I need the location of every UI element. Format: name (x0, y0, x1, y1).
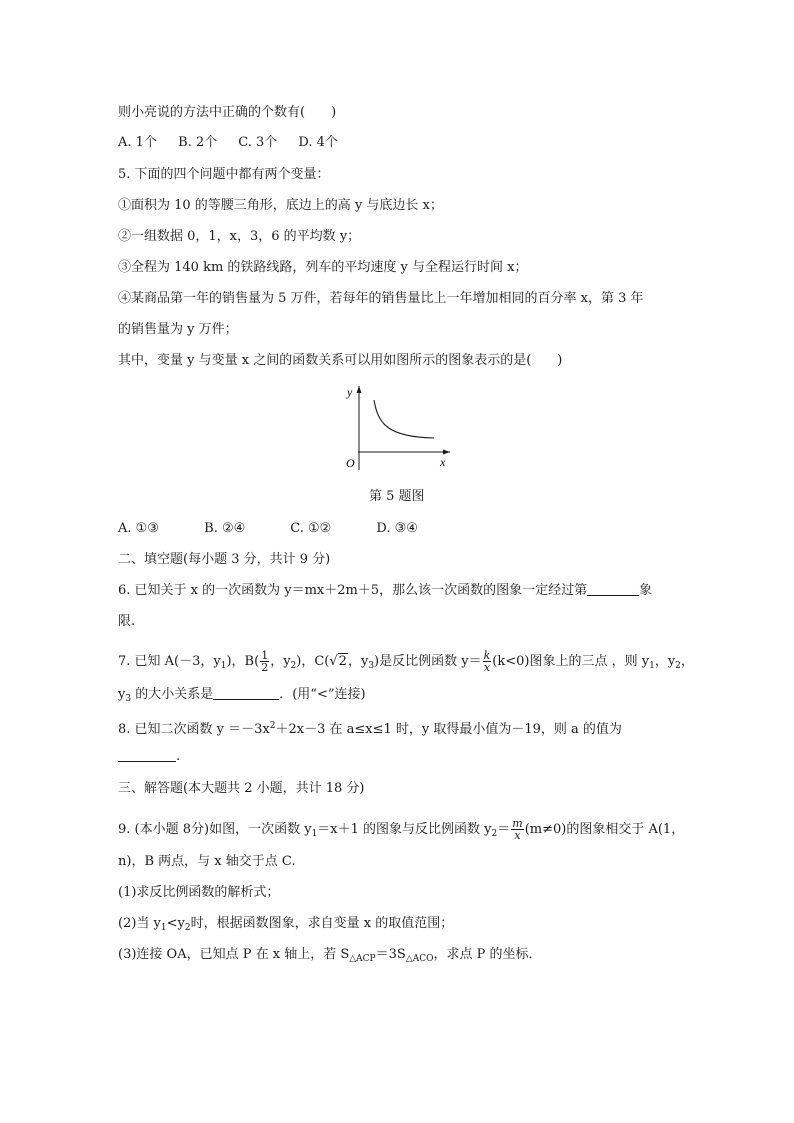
q7-answer-blank[interactable] (213, 687, 279, 700)
fraction-numerator: k (483, 649, 491, 662)
q7-text: 7. 已知 A(－3，y (118, 654, 221, 669)
q7-line-2 (118, 686, 366, 708)
q5-option-c: C. ①② (290, 521, 332, 536)
q7-text: )，B( (226, 654, 260, 669)
y-axis-label: y (347, 385, 353, 399)
fraction-denominator: 2 (261, 661, 269, 674)
q9-subquestion-2 (118, 915, 453, 937)
q7-text: ，y (270, 654, 291, 669)
fraction-numerator: 1 (261, 649, 269, 662)
q5-option-b: B. ②④ (204, 521, 246, 536)
q9-text: ＝3S (375, 947, 406, 962)
section-2-title: 二、填空题(每小题 3 分，共计 9 分) (118, 552, 331, 567)
q7-subscript: 1 (649, 661, 655, 671)
q9-text: 9. (本小题 8分)如图，一次函数 y (118, 822, 312, 837)
q9-line-2: n)，B 两点，与 x 轴交于点 C. (118, 854, 296, 869)
q7-text: )，C( (296, 654, 330, 669)
q9-text: (3)连接 OA，已知点 P 在 x 轴上，若 S (118, 947, 350, 962)
q6-text: 6. 已知关于 x 的一次函数为 y＝mx＋2m＋5，那么该一次函数的图象一定经过第 (118, 583, 588, 598)
q8-text: 8. 已知二次函数 y ＝－3x (118, 722, 270, 737)
q7-subscript: 3 (368, 661, 375, 671)
q8-line-1 (118, 717, 622, 739)
q9-subquestion-1: (1)求反比例函数的解析式； (118, 885, 280, 900)
q5-question: 其中，变量 y 与变量 x 之间的函数关系可以用如图所示的图象表示的是( ) (118, 353, 563, 368)
q9-subscript: 2 (491, 829, 498, 839)
sqrt-argument: 2 (338, 654, 347, 669)
q7-text: y (118, 687, 126, 702)
q4-option-b: B. 2个 (178, 135, 218, 150)
x-axis-arrow (443, 450, 450, 455)
q5-item-4-line2: 的销售量为 y 万件； (118, 322, 238, 337)
q5-option-d: D. ③④ (376, 521, 418, 536)
q7-text: 的大小关系是 (131, 687, 214, 702)
q8-text: . (176, 749, 181, 764)
q8-line-2 (118, 748, 180, 766)
q7-text: ， (680, 654, 694, 669)
q9-subscript: 1 (160, 923, 167, 933)
q7-text: ，y (654, 654, 676, 669)
q5-figure-caption: 第 5 题图 (369, 489, 425, 504)
q4-stem: 则小亮说的方法中正确的个数有( ) (118, 105, 337, 120)
q8-text: ＋2x－3 在 a≤x≤1 时，y 取得最小值为－19，则 a 的值为 (275, 722, 622, 737)
q6-answer-blank[interactable] (587, 583, 639, 596)
q6-text-end: 象 (639, 583, 653, 598)
fraction-denominator: x (514, 829, 521, 842)
q6-line-2: 限. (118, 614, 136, 629)
decreasing-curve (374, 400, 434, 438)
fraction-denominator: x (483, 661, 491, 674)
q9-fraction-m-over-x (511, 818, 523, 841)
q9-text: (2)当 y (118, 916, 161, 931)
q9-text: ＝ (497, 822, 511, 837)
q5-option-a: A. ①③ (118, 521, 159, 536)
q4-options (118, 134, 338, 152)
q5-item-3: ③全程为 140 km 的铁路线路，列车的平均速度 y 与全程运行时间 x； (118, 260, 528, 275)
q7-text: )是反比例函数 y＝ (374, 654, 482, 669)
q9-subscript: △ACP (349, 954, 376, 964)
origin-label: O (346, 456, 355, 470)
q9-subscript: △ACO (405, 954, 434, 964)
q9-text: 时，根据函数图象，求自变量 x 的取值范围； (190, 916, 454, 931)
q4-option-d: D. 4个 (298, 135, 338, 150)
q7-subscript: 1 (220, 661, 227, 671)
q7-text: ，y (347, 654, 369, 669)
q7-text: (k<0)图象上的三点 ，则 y (492, 654, 650, 669)
y-axis-arrow (357, 386, 362, 393)
fraction-numerator: m (512, 817, 523, 830)
q7-fraction-half (260, 650, 269, 673)
q6-line-1 (118, 582, 652, 600)
q4-option-c: C. 3个 (238, 135, 278, 150)
q7-fraction-k-over-x (483, 650, 492, 673)
section-3-title: 三、解答题(本大题共 2 小题，共计 18 分) (118, 781, 365, 796)
q5-item-2: ②一组数据 0，1，x，3，6 的平均数 y； (118, 229, 361, 244)
q7-subscript: 3 (125, 694, 132, 704)
q9-text: ＝x＋1 的图象与反比例函数 y (317, 822, 492, 837)
q5-item-4-line1: ④某商品第一年的销售量为 5 万件，若每年的销售量比上一年增加相同的百分率 x，第 3 年 (118, 291, 644, 306)
q7-subscript: 2 (675, 661, 681, 671)
q9-subscript: 2 (184, 923, 191, 933)
q9-subscript: 1 (311, 829, 318, 839)
q4-option-a: A. 1个 (118, 135, 157, 150)
q9-line-1 (118, 818, 684, 843)
q9-text: ，求点 P 的坐标． (433, 947, 542, 962)
q7-subscript: 2 (290, 661, 297, 671)
x-axis-label: x (440, 455, 446, 469)
q8-superscript: 2 (269, 721, 276, 731)
q9-subquestion-3 (118, 946, 542, 968)
q9-text: (m≠0)的图象相交于 A(1， (524, 822, 685, 837)
sqrt-symbol: √ (329, 654, 338, 669)
q5-stem: 5. 下面的四个问题中都有两个变量： (118, 167, 330, 182)
q5-item-1: ①面积为 10 的等腰三角形，底边上的高 y 与底边长 x； (118, 198, 443, 213)
q7-line-1 (118, 650, 694, 675)
q8-answer-blank[interactable] (118, 749, 176, 762)
q5-function-graph (338, 380, 458, 475)
q5-options (118, 520, 418, 538)
q9-text: <y (166, 916, 185, 931)
q7-text: ．(用“<”连接) (279, 687, 366, 702)
